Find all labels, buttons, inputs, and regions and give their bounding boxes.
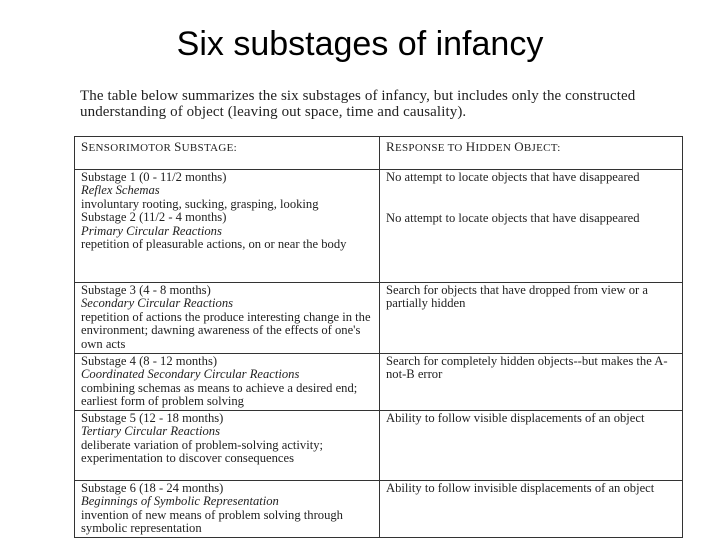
- substage-title: Substage 3 (4 - 8 months): [81, 283, 211, 297]
- substage-title: Substage 2 (11/2 - 4 months): [81, 210, 227, 225]
- intro-paragraph: The table below summarizes the six substages of infancy, but includes only the constructed understanding of object (leaving out space, time and causality).: [80, 88, 636, 120]
- substage-description: repetition of pleasurable actions, on or near the body: [81, 237, 347, 252]
- response-text: Ability to follow invisible displacements of an object: [386, 481, 655, 495]
- substage-cell: [75, 481, 380, 538]
- substage-description: repetition of actions the produce interesting change in the environment; dawning awareness of the effects of one's own acts: [81, 309, 371, 351]
- header-response-to-hidden-object: RESPONSE TO HIDDEN OBJECT:: [380, 137, 683, 170]
- response-cell: [380, 283, 683, 354]
- substage-cell: [75, 170, 380, 283]
- substages-table: [74, 136, 683, 538]
- table-row: [75, 481, 683, 538]
- response-text: Ability to follow visible displacements of an object: [386, 411, 645, 425]
- header-sensorimotor-substage: SENSORIMOTOR SUBSTAGE:: [75, 137, 380, 170]
- table-header-row: [75, 137, 683, 170]
- table-row: [75, 283, 683, 354]
- substage-description: invention of new means of problem solving through symbolic representation: [81, 507, 343, 536]
- response-text: No attempt to locate objects that have disappeared: [386, 170, 640, 184]
- substage-title: Substage 1 (0 - 11/2 months): [81, 170, 227, 184]
- response-text: Search for objects that have dropped from view or a partially hidden: [386, 283, 648, 311]
- table-row: [75, 354, 683, 411]
- response-cell: [380, 170, 683, 283]
- spacer: [386, 198, 676, 212]
- scanned-excerpt: [72, 84, 684, 540]
- substage-cell: [75, 283, 380, 354]
- substage-title: Substage 4 (8 - 12 months): [81, 354, 218, 368]
- substage-cell: [75, 354, 380, 411]
- response-cell: [380, 354, 683, 411]
- substage-description: deliberate variation of problem-solving activity; experimentation to discover consequences: [81, 437, 324, 466]
- substage-cell: [75, 411, 380, 481]
- substage-name: Tertiary Circular Reactions: [81, 424, 220, 439]
- substage-name: Primary Circular Reactions: [81, 223, 222, 238]
- substage-description: combining schemas as means to achieve a desired end; earliest form of problem solving: [81, 380, 358, 409]
- table-row: [75, 170, 683, 283]
- substage-name: Beginnings of Symbolic Representation: [81, 494, 279, 509]
- response-text: Search for completely hidden objects--but makes the A-not-B error: [386, 354, 668, 382]
- response-text: No attempt to locate objects that have disappeared: [386, 211, 640, 226]
- spacer: [386, 184, 676, 198]
- response-cell: [380, 411, 683, 481]
- substage-title: Substage 6 (18 - 24 months): [81, 481, 224, 495]
- substage-title: Substage 5 (12 - 18 months): [81, 411, 224, 425]
- substage-name: Coordinated Secondary Circular Reactions: [81, 367, 300, 382]
- substage-name: Reflex Schemas: [81, 183, 160, 198]
- substage-name: Secondary Circular Reactions: [81, 296, 234, 311]
- slide-title: Six substages of infancy: [176, 25, 544, 63]
- substage-description: involuntary rooting, sucking, grasping, looking: [81, 196, 319, 211]
- response-cell: [380, 481, 683, 538]
- table-row: [75, 411, 683, 481]
